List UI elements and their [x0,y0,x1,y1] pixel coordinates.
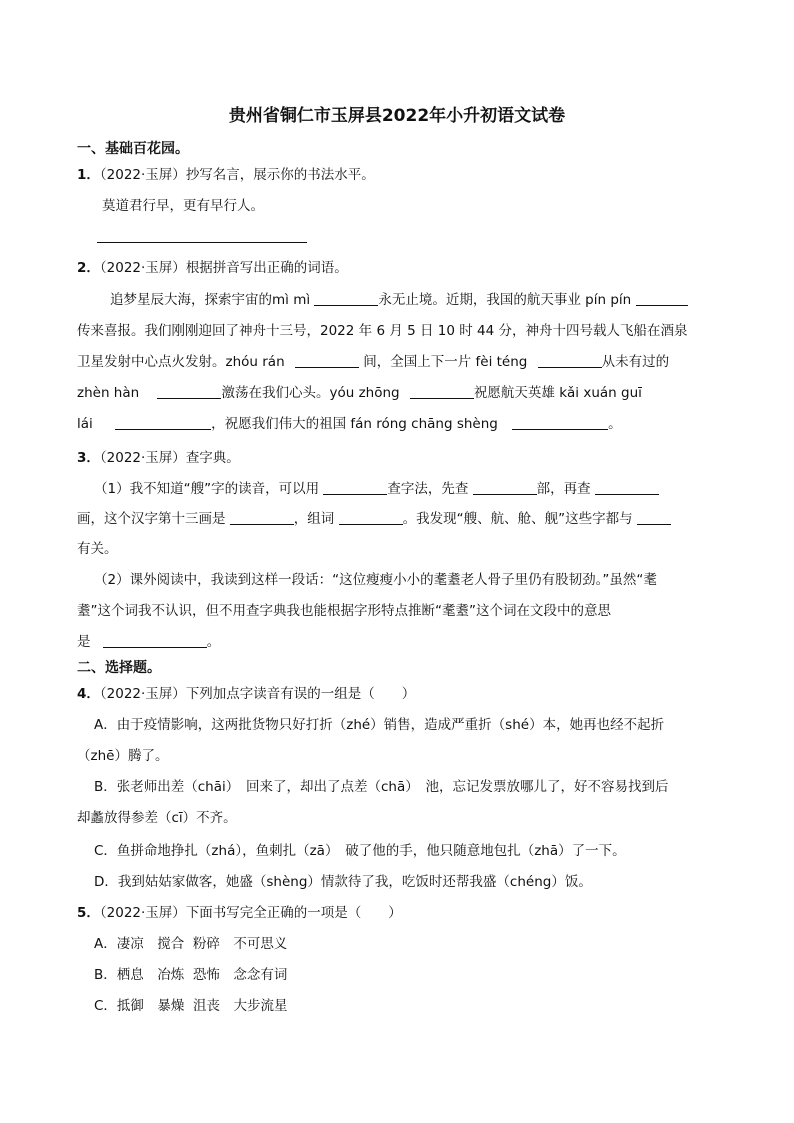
question-source: （2022·玉屏） [99,167,186,183]
question-text: 查字典。 [185,450,240,466]
question-text: 根据拼音写出正确的词语。 [185,260,348,276]
passage-text: 激荡在我们心头。yóu zhōng [221,385,400,401]
passage-line [77,384,642,402]
question-2-stem [77,259,348,277]
option-b[interactable]: B．栖息 冶炼 恐怖 念念有词 [94,967,288,983]
question-number: 4． [77,686,100,702]
answer-blank[interactable] [295,353,359,368]
question-source: （2022·玉屏） [99,260,186,276]
option-a[interactable]: A．由于疫情影响，这两批货物只好打折（zhé）销售，造成严重折（shé）本，她再也经不起折 [94,717,665,733]
passage-text: zhèn hàn [77,385,140,401]
question-text: 下面书写完全正确的一项是（ ） [185,905,402,921]
passage-line: 有关。 [77,541,118,557]
question-text: 抄写名言，展示你的书法水平。 [185,167,375,183]
passage-text: 。我发现“艘、航、舱、舰”这些字都与 [402,511,633,527]
passage-line [77,353,669,371]
passage-text: ，祝愿我们伟大的祖国 fán róng chāng shèng [211,416,498,432]
answer-blank[interactable] [339,510,403,525]
question-5-stem [77,904,402,922]
answer-blank[interactable] [115,415,211,430]
passage-text: 是 [77,634,91,650]
answer-blank[interactable] [637,510,671,525]
answer-blank[interactable] [473,480,537,495]
question-3-part-1 [94,480,659,498]
passage-line [77,633,220,651]
answer-blank[interactable] [595,480,659,495]
passage-text: 从未有过的 [601,354,670,370]
passage-text: lái [77,416,93,432]
passage-line [110,291,688,309]
option-b-cont: 却蠡放得参差（cī）不齐。 [77,810,237,826]
passage-text: 永无止境。近期，我国的航天事业 pín pín [378,292,632,308]
question-number: 3． [77,450,100,466]
passage-text: 祝愿航天英雄 kǎi xuán guī [473,385,642,401]
answer-blank[interactable] [323,480,387,495]
passage-line: 耋”这个词我不认识，但不用查字典我也能根据字形特点推断“耄耋”这个词在文段中的意思 [77,603,611,619]
question-3-stem [77,449,240,467]
passage-line: 传来喜报。我们刚刚迎回了神舟十三号，2022 年 6 月 5 日 10 时 44 分，神舟十四号载人飞船在酒泉 [77,323,688,339]
passage-text: 部，再查 [536,481,591,497]
question-3-part-1-cont [77,510,671,528]
option-c[interactable]: C．抵御 暴燥 沮丧 大步流星 [94,998,288,1014]
section-2-heading: 二、选择题。 [77,660,161,676]
question-3-part-2: （2）课外阅读中，我读到这样一段话：“这位瘦瘦小小的耄耋老人骨子里仍有股韧劲。”虽然“耄 [94,572,657,588]
page-title: 贵州省铜仁市玉屏县2022年小升初语文试卷 [228,106,566,126]
answer-blank[interactable] [314,291,378,306]
passage-text: 画，这个汉字第十三画是 [77,511,226,527]
option-a[interactable]: A．凄凉 搅合 粉碎 不可思义 [94,936,288,952]
question-source: （2022·玉屏） [99,905,186,921]
question-number: 1． [77,167,100,183]
option-a-cont: （zhē）腾了。 [77,748,169,764]
passage-text: 。 [608,416,622,432]
question-text: 下列加点字读音有误的一组是（ ） [185,686,416,702]
question-1-stem [77,166,375,184]
question-source: （2022·玉屏） [99,686,186,702]
answer-blank[interactable] [636,291,688,306]
option-b[interactable]: B．张老师出差（chāi） 回来了，却出了点差（chā） 池，忘记发票放哪儿了，好不容易找到后 [94,779,669,795]
quote-text: 莫道君行早，更有早行人。 [102,198,264,214]
passage-text: 间，全国上下一片 fèi téng [363,354,528,370]
passage-text: （1）我不知道“艘”字的读音，可以用 [94,481,320,497]
option-c[interactable]: C．鱼拼命地挣扎（zhá），鱼刺扎（zā） 破了他的手，他只随意地包扎（zhā）了一下。 [94,843,626,859]
answer-blank[interactable] [157,384,221,399]
passage-text: ，组词 [293,511,335,527]
passage-text: 。 [206,634,221,650]
answer-blank[interactable] [538,353,602,368]
passage-text: 查字法，先查 [387,481,469,497]
question-number: 5． [77,905,100,921]
passage-text: 追梦星辰大海，探索宇宙的mì mì [110,292,311,308]
passage-line [77,415,622,433]
option-d[interactable]: D．我到姑姑家做客，她盛（shèng）情款待了我，吃饭时还帮我盛（chéng）饭。 [94,874,592,890]
section-1-heading: 一、基础百花园。 [77,141,189,157]
passage-text: 卫星发射中心点火发射。zhóu rán [77,354,285,370]
answer-blank[interactable] [512,415,608,430]
answer-blank[interactable] [103,633,207,648]
question-source: （2022·玉屏） [99,450,186,466]
answer-blank[interactable] [230,510,294,525]
answer-blank[interactable] [410,384,474,399]
question-number: 2． [77,260,100,276]
copy-answer-line[interactable] [97,242,307,243]
question-4-stem [77,685,415,703]
